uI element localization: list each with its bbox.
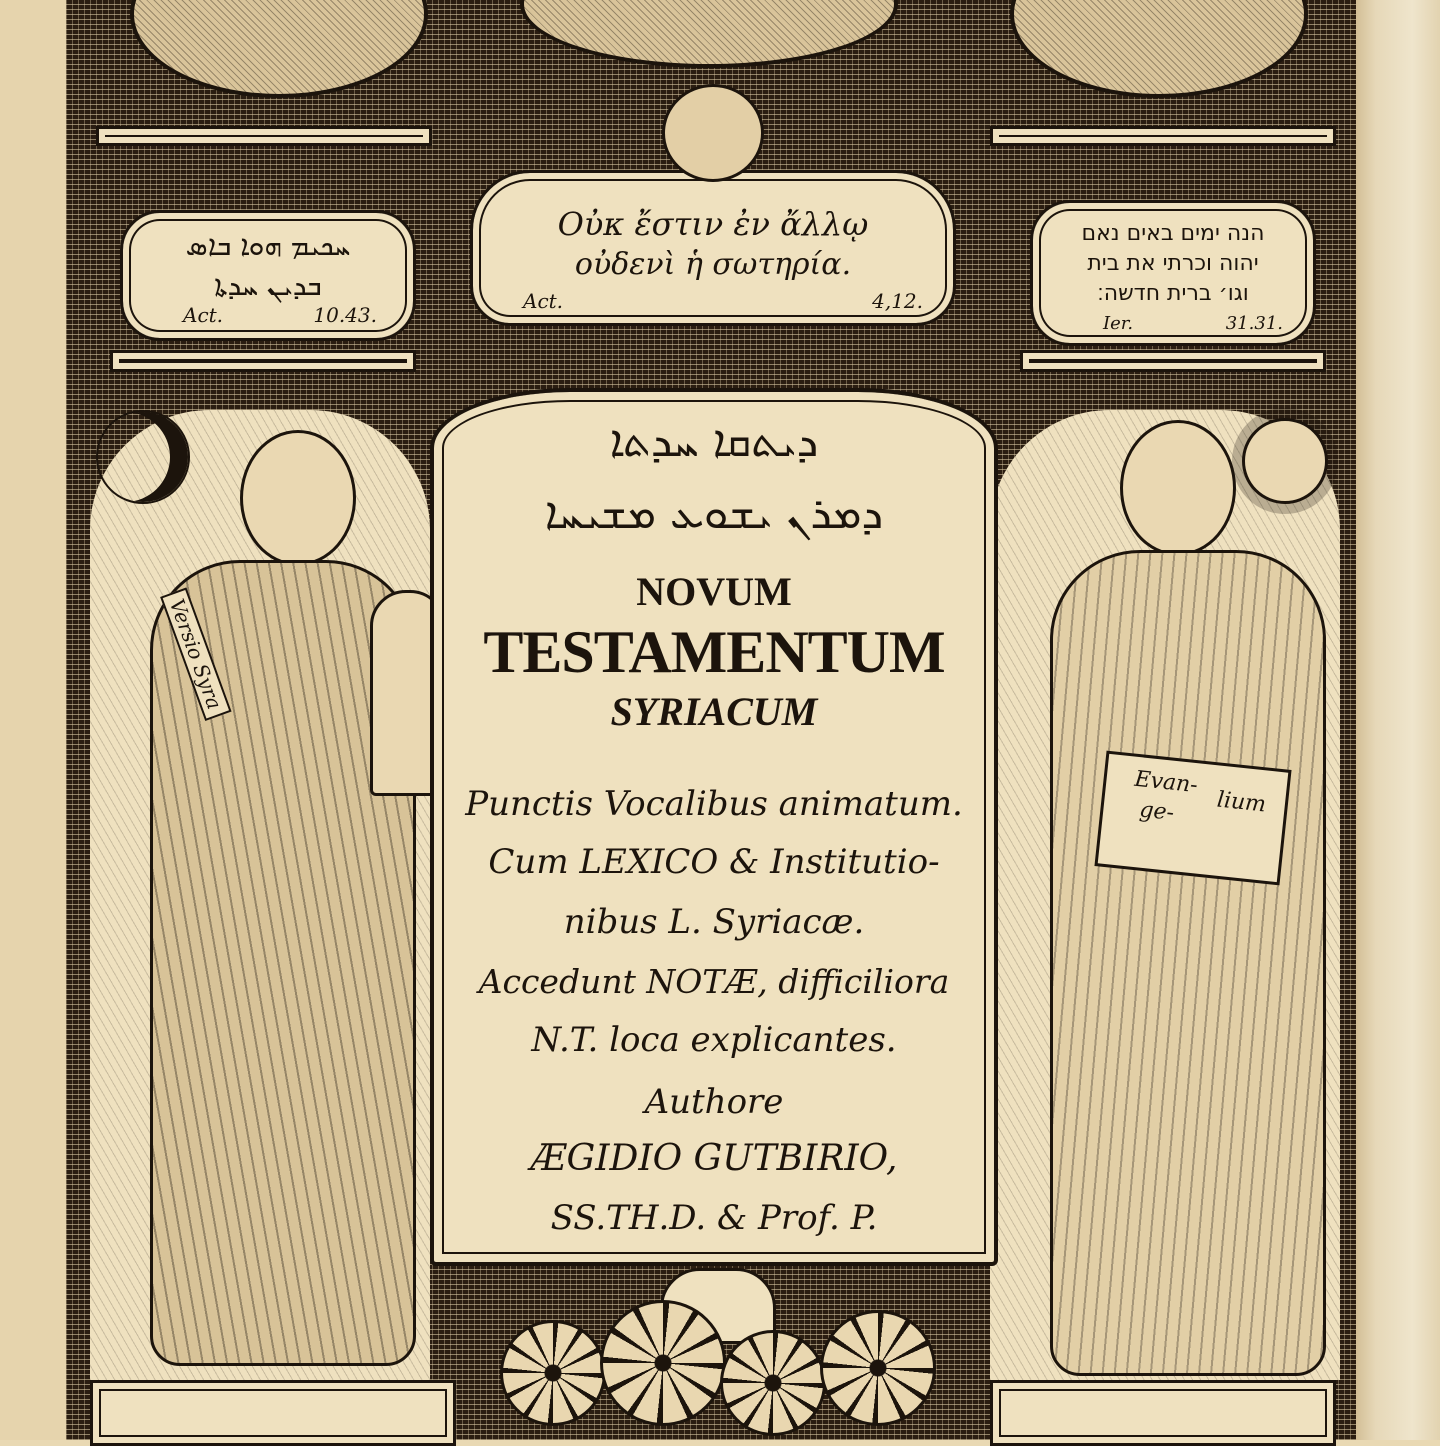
right-cornice: [990, 126, 1336, 146]
greek-line-2: οὐδενὶ ἡ σωτηρία.: [574, 247, 852, 282]
hebrew-ref-book: Ier.: [1103, 313, 1134, 334]
book-word-1: Evan-: [1133, 766, 1199, 799]
syriac-cartouche-line-2: ܒܕܝܢ ܚܕܬܐ: [214, 269, 322, 302]
left-figure: [90, 410, 430, 1380]
title-testamentum: TESTAMENTUM: [483, 619, 945, 685]
versio-syra-banner: Versio Syra: [160, 587, 231, 720]
right-figure-robe: [1050, 550, 1326, 1376]
greek-line-1: Οὐκ ἔστιν ἐν ἄλλῳ: [557, 205, 869, 243]
flower-3: [720, 1330, 826, 1436]
right-pedestal: [990, 1380, 1336, 1446]
left-pedestal: [90, 1380, 456, 1446]
greek-cartouche: [470, 170, 956, 326]
syriac-title-line-2: ܕܡܪܢ ܝܫܘܥ ܡܫܝܚܐ: [544, 488, 884, 539]
flower-2: [600, 1300, 726, 1426]
author-name: ÆGIDIO GUTBIRIO,: [530, 1138, 898, 1179]
syriac-ref-book: Act.: [183, 303, 224, 327]
book-word-2: ge-: [1138, 797, 1176, 826]
syriac-title-line-1: ܕܝܬܩܐ ܚܕܬܐ: [609, 416, 819, 467]
subtitle-line-3: nibus L. Syriacæ.: [563, 902, 865, 942]
sun-face-icon: [1242, 418, 1328, 504]
hebrew-line-2: יהוה וכרתי את בית: [1087, 251, 1259, 276]
book-word-3: lium: [1215, 787, 1268, 818]
greek-ref-book: Act.: [523, 289, 564, 313]
flower-4: [820, 1310, 936, 1426]
author-label: Authore: [644, 1082, 784, 1122]
hebrew-line-3: וגו׳ ברית חדשה׃: [1097, 281, 1249, 306]
gospel-book: [1094, 751, 1291, 886]
syriac-cartouche: [120, 210, 416, 341]
crescent-moon-icon: [96, 410, 190, 504]
left-cornice: [96, 126, 432, 146]
flower-1: [500, 1320, 606, 1426]
left-ledge: [110, 350, 416, 372]
subtitle-line-1: Punctis Vocalibus animatum.: [465, 784, 963, 824]
hebrew-ref-verse: 31.31.: [1225, 313, 1283, 334]
right-figure-head: [1120, 420, 1236, 556]
left-figure-head: [240, 430, 356, 566]
right-figure: [990, 410, 1340, 1380]
right-ledge: [1020, 350, 1326, 372]
title-syriacum: SYRIACUM: [610, 689, 818, 734]
greek-ref-verse: 4,12.: [872, 289, 923, 313]
author-title: SS.TH.D. & Prof. P.: [550, 1198, 878, 1238]
subtitle-line-5: N.T. loca explicantes.: [531, 1020, 897, 1060]
cherub-face: [662, 84, 764, 182]
title-novum: NOVUM: [636, 569, 792, 614]
title-panel: [430, 388, 998, 1266]
hebrew-cartouche: [1030, 200, 1316, 346]
page-edge: [1348, 0, 1440, 1440]
subtitle-line-2: Cum LEXICO & Institutio-: [488, 842, 940, 882]
syriac-ref-verse: 10.43.: [313, 303, 377, 327]
hebrew-line-1: הנה ימים באים נאם: [1081, 221, 1265, 246]
syriac-cartouche-line-1: ܚܟܝܡ ܗܘܐ ܒܐܣ: [185, 229, 351, 262]
subtitle-line-4: Accedunt NOTÆ, difficiliora: [478, 962, 950, 1001]
